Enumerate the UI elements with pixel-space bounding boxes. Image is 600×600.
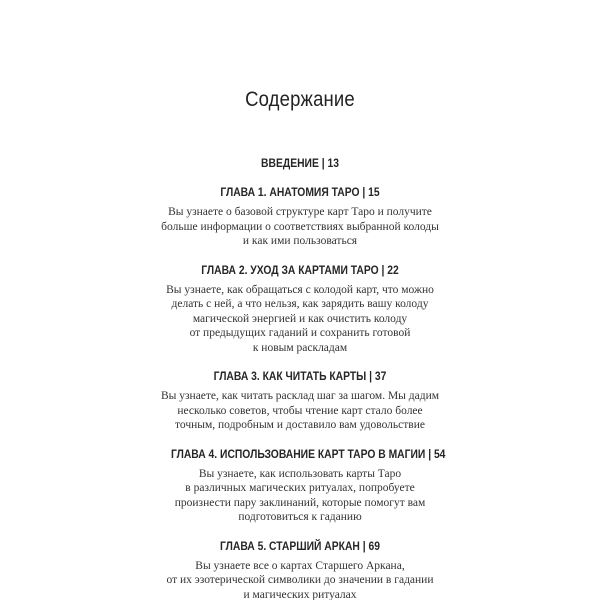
toc-entry-title: ГЛАВА 1. АНАТОМИЯ ТАРО | 15 <box>220 185 380 199</box>
toc-entry-chapter-1 <box>150 184 450 249</box>
toc-entry-title: ГЛАВА 2. УХОД ЗА КАРТАМИ ТАРО | 22 <box>201 262 399 277</box>
description-line: в различных магических ритуалах, попробуете <box>185 482 415 494</box>
description-line: магической энергией и как очистить колоду <box>192 312 408 325</box>
description-line: произнести пару заклинаний, которые помогут вам <box>174 496 426 509</box>
toc-entry-description <box>150 205 450 249</box>
description-line: делать с ней, а что нельзя, как зарядить вашу колоду <box>171 298 429 310</box>
description-line: от предыдущих гаданий и сохранить готовой <box>189 327 411 339</box>
toc-entry-chapter-5 <box>150 538 450 600</box>
description-line: и как ими пользоваться <box>242 235 358 247</box>
description-line: к новым раскладам <box>252 341 348 354</box>
toc-entry-description <box>150 283 450 356</box>
description-line: точным, подробным и доставило вам удовольствие <box>175 419 425 431</box>
toc-entry-title: ГЛАВА 4. ИСПОЛЬЗОВАНИЕ КАРТ ТАРО В МАГИИ | 54 <box>171 446 446 461</box>
description-line: больше информации о соответствиях выбранной колоды <box>161 220 439 233</box>
description-line: Вы узнаете о базовой структуре карт Таро и получите <box>168 206 432 218</box>
toc-entry-description <box>150 389 450 433</box>
description-line: подготовиться к гаданию <box>238 511 362 523</box>
description-line: Вы узнаете, как использовать карты Таро <box>198 467 402 480</box>
description-line: от их эзотерической символики до значении в гадании <box>166 574 434 586</box>
page-title: Содержание <box>245 88 355 111</box>
toc-entry-title: ГЛАВА 3. КАК ЧИТАТЬ КАРТЫ | 37 <box>213 369 387 383</box>
toc-entry-title: ГЛАВА 5. СТАРШИЙ АРКАН | 69 <box>220 538 380 553</box>
toc-entry-title: ВВЕДЕНИЕ | 13 <box>261 156 339 170</box>
toc-entry-description <box>150 559 450 600</box>
toc-entry-chapter-3 <box>150 368 450 433</box>
toc-entry-chapter-4 <box>150 446 450 525</box>
description-line: и магических ритуалах <box>243 588 357 600</box>
toc-entry-introduction <box>150 155 450 171</box>
description-line: несколько советов, чтобы чтение карт стало более <box>177 404 423 417</box>
table-of-contents <box>150 155 450 600</box>
description-line: Вы узнаете, как читать расклад шаг за шагом. Мы дадим <box>160 390 440 402</box>
description-line: Вы узнаете все о картах Старшего Аркана, <box>195 559 405 572</box>
toc-entry-description <box>150 467 450 525</box>
description-line: Вы узнаете, как обращаться с колодой карт, что можно <box>166 283 434 296</box>
toc-entry-chapter-2 <box>150 262 450 356</box>
